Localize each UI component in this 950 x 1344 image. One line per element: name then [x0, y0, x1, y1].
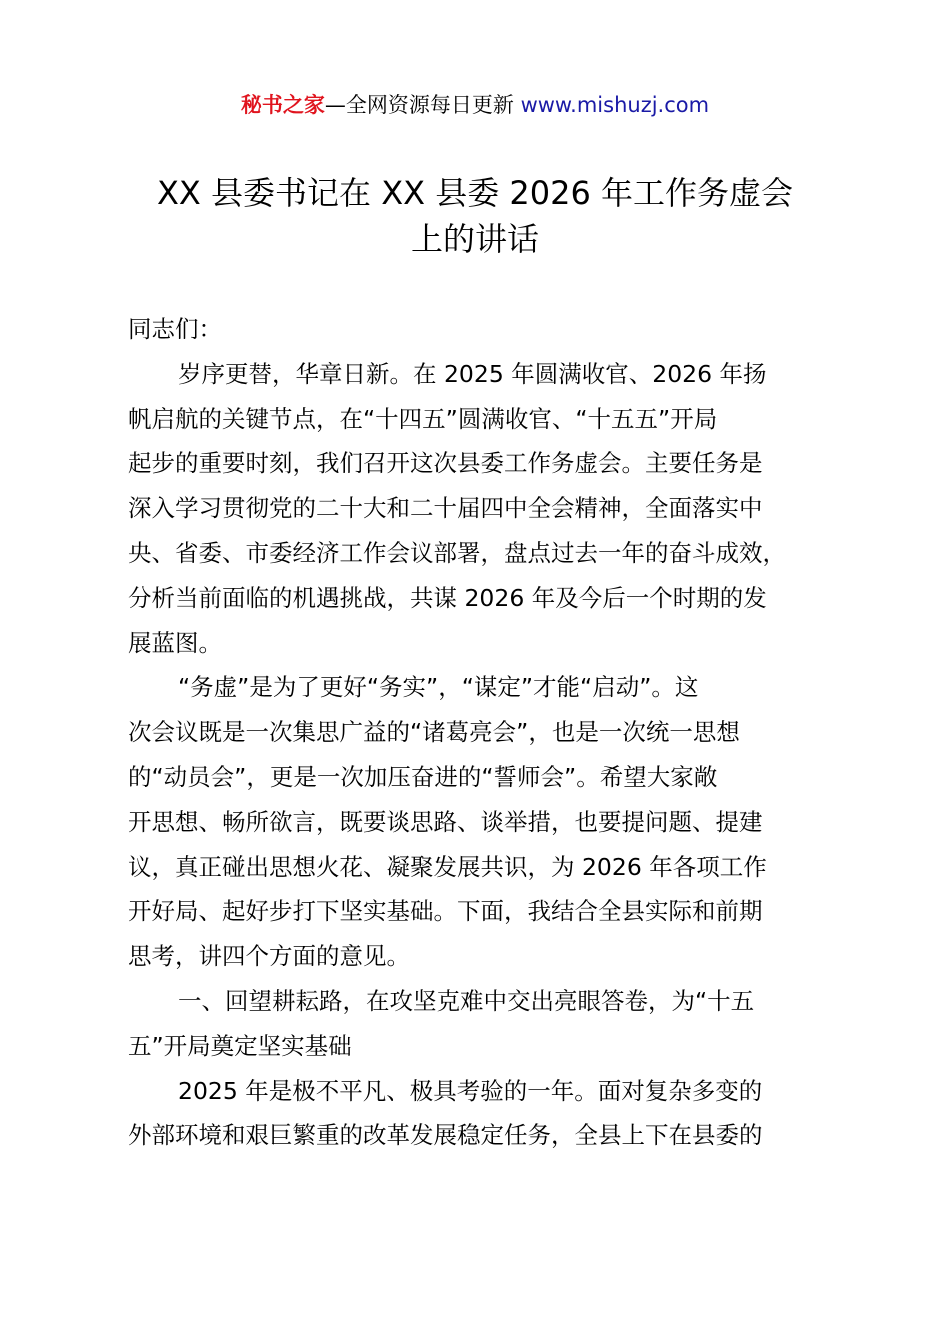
paragraph-line: 岁序更替，华章日新。在 2025 年圆满收官、2026 年扬: [178, 359, 767, 388]
paragraph-line: 深入学习贯彻党的二十大和二十届四中全会精神，全面落实中: [128, 494, 763, 523]
paragraph-line: 帆启航的关键节点，在“十四五”圆满收官、“十五五”开局: [128, 404, 718, 433]
paragraph-line: 外部环境和艰巨繁重的改革发展稳定任务，全县上下在县委的: [128, 1121, 763, 1150]
document-title: [100, 170, 850, 262]
paragraph-line: 展蓝图。: [128, 628, 222, 657]
paragraph-line: 议，真正碰出思想火花、凝聚发展共识，为 2026 年各项工作: [128, 852, 767, 881]
paragraph-line: 分析当前面临的机遇挑战，共谋 2026 年及今后一个时期的发: [128, 583, 767, 612]
site-header: [0, 90, 950, 120]
paragraph-line: 开好局、起好步打下坚实基础。下面，我结合全县实际和前期: [128, 897, 763, 926]
section-heading-line: 一、回望耕耘路，在攻坚克难中交出亮眼答卷，为“十五: [178, 986, 755, 1015]
site-brand: 秘书之家: [240, 93, 325, 117]
site-url-link[interactable]: www.mishuzj.com: [520, 93, 710, 117]
salutation: 同志们：: [128, 315, 222, 343]
title-line-2: 上的讲话: [410, 220, 539, 258]
title-line-1: XX 县委书记在 XX 县委 2026 年工作务虚会: [157, 174, 793, 212]
site-slogan: —全网资源每日更新: [324, 93, 521, 117]
paragraph-line: 2025 年是极不平凡、极具考验的一年。面对复杂多变的: [178, 1076, 763, 1105]
paragraph-line: 央、省委、市委经济工作会议部署，盘点过去一年的奋斗成效，: [128, 538, 786, 567]
paragraph-line: 次会议既是一次集思广益的“诸葛亮会”，也是一次统一思想: [128, 718, 740, 747]
paragraph-line: “务虚”是为了更好“务实”，“谋定”才能“启动”。这: [178, 673, 699, 702]
paragraph-line: 思考，讲四个方面的意见。: [128, 942, 410, 971]
document-body: [128, 307, 833, 1158]
section-heading-line: 五”开局奠定坚实基础: [128, 1031, 352, 1060]
paragraph-line: 的“动员会”，更是一次加压奋进的“誓师会”。希望大家敞: [128, 762, 718, 791]
paragraph-line: 起步的重要时刻，我们召开这次县委工作务虚会。主要任务是: [128, 449, 763, 478]
paragraph-line: 开思想、畅所欲言，既要谈思路、谈举措，也要提问题、提建: [128, 807, 763, 836]
